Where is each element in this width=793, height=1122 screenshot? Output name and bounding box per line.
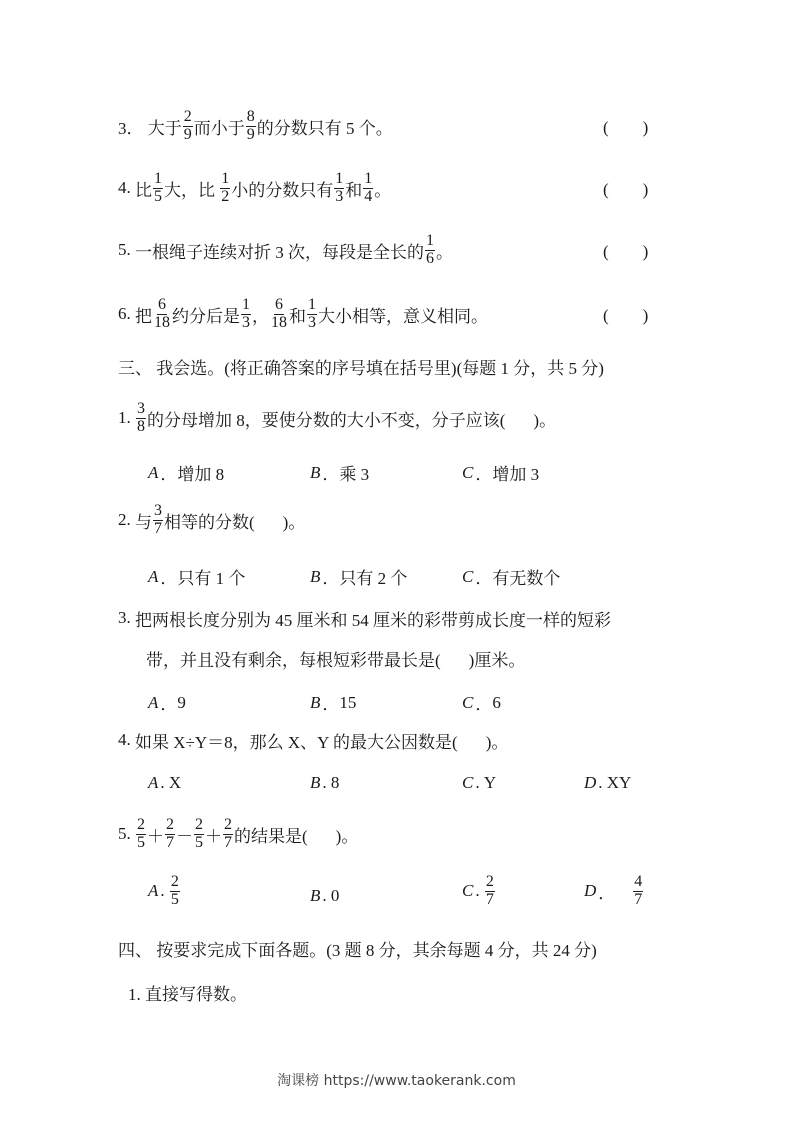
fraction: $\frac{3}{7}$ [154,501,162,537]
choice-question-4: 4. 如果 X÷Y＝8，那么 X、Y 的最大公因数是( )。 [118,730,509,752]
judge-item-6: 6. 把 $\frac{6}{18}$ 约分后是 $\frac{1}{3}$ ， $\frac{6}{18}$ 和 $\frac{1}{3}$ 大小相等，意义相同。 [118,295,488,331]
fraction: $\frac{2}{7}$ [166,815,174,851]
answer-blank[interactable]: ( ) [603,242,649,261]
fraction: $\frac{2}{5}$ [170,873,179,908]
fraction: $\frac{1}{3}$ [242,295,250,331]
option-b[interactable]: B . 0 [310,886,340,905]
choice-question-3: 3. 把两根长度分别为 45 厘米和 54 厘米的彩带剪成长度一样的短彩 [118,608,611,630]
option-a[interactable]: A . X [148,773,182,792]
option-c[interactable]: C ． 有无数个 [462,566,561,588]
choice-question-1: 1. $\frac{3}{8}$ 的分母增加 8，要使分数的大小不变，分子应该( )。 [118,399,557,435]
option-b[interactable]: B ． 15 [310,692,357,714]
choice-question-5: 5. $\frac{2}{5}$ ＋ $\frac{2}{7}$ － $\frac{2}{5}$ ＋ $\frac{2}{7}$ 的结果是( )。 [118,815,359,851]
fraction: $\frac{2}{7}$ [485,873,494,908]
choice-question-2: 2. 与 $\frac{3}{7}$ 相等的分数( )。 [118,501,306,537]
option-c[interactable]: C ． 6 [462,692,501,714]
option-b[interactable]: B . 8 [310,773,340,792]
answer-blank[interactable]: ( ) [603,180,649,199]
fraction: $\frac{6}{18}$ [271,295,287,331]
footer-watermark: 淘课榜 https://www.taokerank.com [277,1073,516,1089]
fraction: $\frac{2}{5}$ [137,815,145,851]
judge-item-3: 3． 大于 $\frac{2}{9}$ 而小于 $\frac{8}{9}$ 的分数只有 5 个。 [118,107,393,143]
option-a[interactable]: A . $\frac{2}{5}$ [148,873,179,908]
option-d[interactable]: D . XY [584,773,632,792]
option-b[interactable]: B ． 只有 2 个 [310,566,408,588]
answer-blank[interactable]: ( ) [603,306,649,325]
section-3-title: 三、 我会选。(将正确答案的序号填在括号里)(每题 1 分，共 5 分) [118,358,604,378]
option-c[interactable]: C . Y [462,773,497,792]
fraction: $\frac{4}{7}$ [634,873,643,908]
fraction: $\frac{2}{7}$ [224,815,232,851]
answer-blank[interactable]: ( ) [603,118,649,137]
option-a[interactable]: A ． 增加 8 [148,462,225,484]
option-c[interactable]: C ． 增加 3 [462,462,540,484]
fraction: $\frac{1}{3}$ [335,169,344,205]
fraction: $\frac{1}{4}$ [364,169,373,205]
choice-question-3-cont: 带，并且没有剩余，每根短彩带最长是( )厘米。 [146,650,526,670]
sub-question-1: 1. 直接写得数。 [128,984,247,1004]
fraction: $\frac{1}{6}$ [426,231,434,267]
fraction: $\frac{1}{5}$ [154,169,162,205]
option-b[interactable]: B ． 乘 3 [310,462,370,484]
option-c[interactable]: C . $\frac{2}{7}$ [462,873,494,908]
fraction: $\frac{1}{2}$ [221,169,230,205]
fraction: $\frac{3}{8}$ [137,399,145,435]
judge-item-5: 5. 一根绳子连续对折 3 次，每段是全长的 $\frac{1}{6}$ 。 [118,231,453,267]
option-d[interactable]: D ． $\frac{4}{7}$ [584,873,643,908]
fraction: $\frac{2}{9}$ [183,107,192,143]
option-a[interactable]: A ． 9 [148,692,186,714]
fraction: $\frac{8}{9}$ [246,107,255,143]
fraction: $\frac{6}{18}$ [154,295,170,331]
option-a[interactable]: A ． 只有 1 个 [148,566,246,588]
section-4-title: 四、 按要求完成下面各题。(3 题 8 分，其余每题 4 分，共 24 分) [118,940,597,960]
fraction: $\frac{2}{5}$ [195,815,203,851]
fraction: $\frac{1}{3}$ [308,295,316,331]
judge-item-4: 4. 比 $\frac{1}{5}$ 大，比 $\frac{1}{2}$ 小的分数只有 $\frac{1}{3}$ 和 $\frac{1}{4}$ 。 [118,169,392,205]
